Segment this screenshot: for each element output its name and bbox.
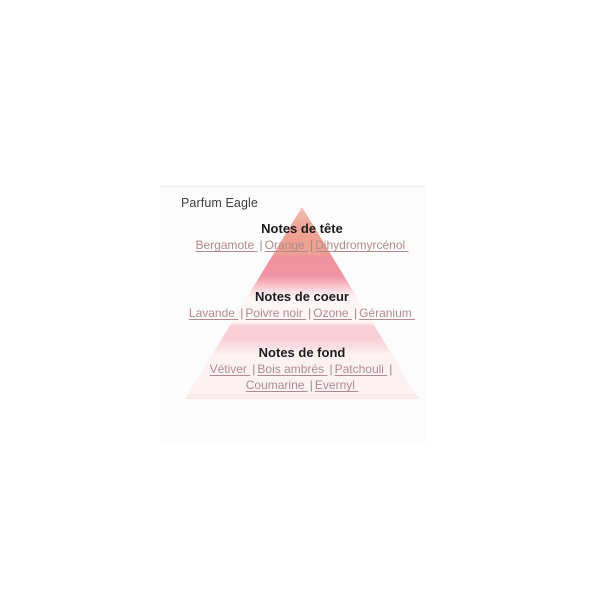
note-link-bois-ambrés[interactable]: Bois ambrés <box>257 362 325 376</box>
note-link-bergamote[interactable]: Bergamote <box>195 238 255 252</box>
note-link-poivre-noir[interactable]: Poivre noir <box>245 306 303 320</box>
notes-section-heading: Notes de tête <box>261 221 343 236</box>
note-separator: | <box>240 306 244 320</box>
note-separator: | <box>353 306 358 320</box>
notes-row <box>160 377 444 393</box>
notes-list <box>160 361 444 393</box>
notes-row <box>160 361 444 377</box>
note-link-géranium[interactable]: Géranium <box>359 306 412 320</box>
notes-section-coeur <box>160 289 444 321</box>
note-link-orange[interactable]: Orange <box>264 238 305 252</box>
notes-section-heading: Notes de fond <box>258 345 346 360</box>
note-separator: | <box>309 378 313 392</box>
note-separator: | <box>329 362 333 376</box>
note-link-coumarine[interactable]: Coumarine <box>245 378 305 392</box>
notes-section-tete <box>160 221 444 253</box>
note-link-lavande[interactable]: Lavande <box>188 306 235 320</box>
notes-section-fond <box>160 345 444 393</box>
note-link-ozone[interactable]: Ozone <box>313 306 349 320</box>
notes-row <box>160 237 444 253</box>
notes-list <box>160 237 444 253</box>
note-separator: | <box>389 362 393 376</box>
note-separator: | <box>308 306 312 320</box>
note-separator: | <box>310 238 314 252</box>
notes-list <box>160 305 444 321</box>
note-separator: | <box>259 238 263 252</box>
note-link-patchouli[interactable]: Patchouli <box>334 362 384 376</box>
notes-section-heading: Notes de coeur <box>255 289 349 304</box>
product-title: Parfum Eagle <box>181 196 258 210</box>
notes-row <box>160 305 444 321</box>
note-link-vétiver[interactable]: Vétiver <box>209 362 247 376</box>
note-link-dihydromyrcénol[interactable]: Dihydromyrcénol <box>315 238 406 252</box>
note-link-evernyl[interactable]: Evernyl <box>314 378 355 392</box>
note-separator: | <box>252 362 256 376</box>
